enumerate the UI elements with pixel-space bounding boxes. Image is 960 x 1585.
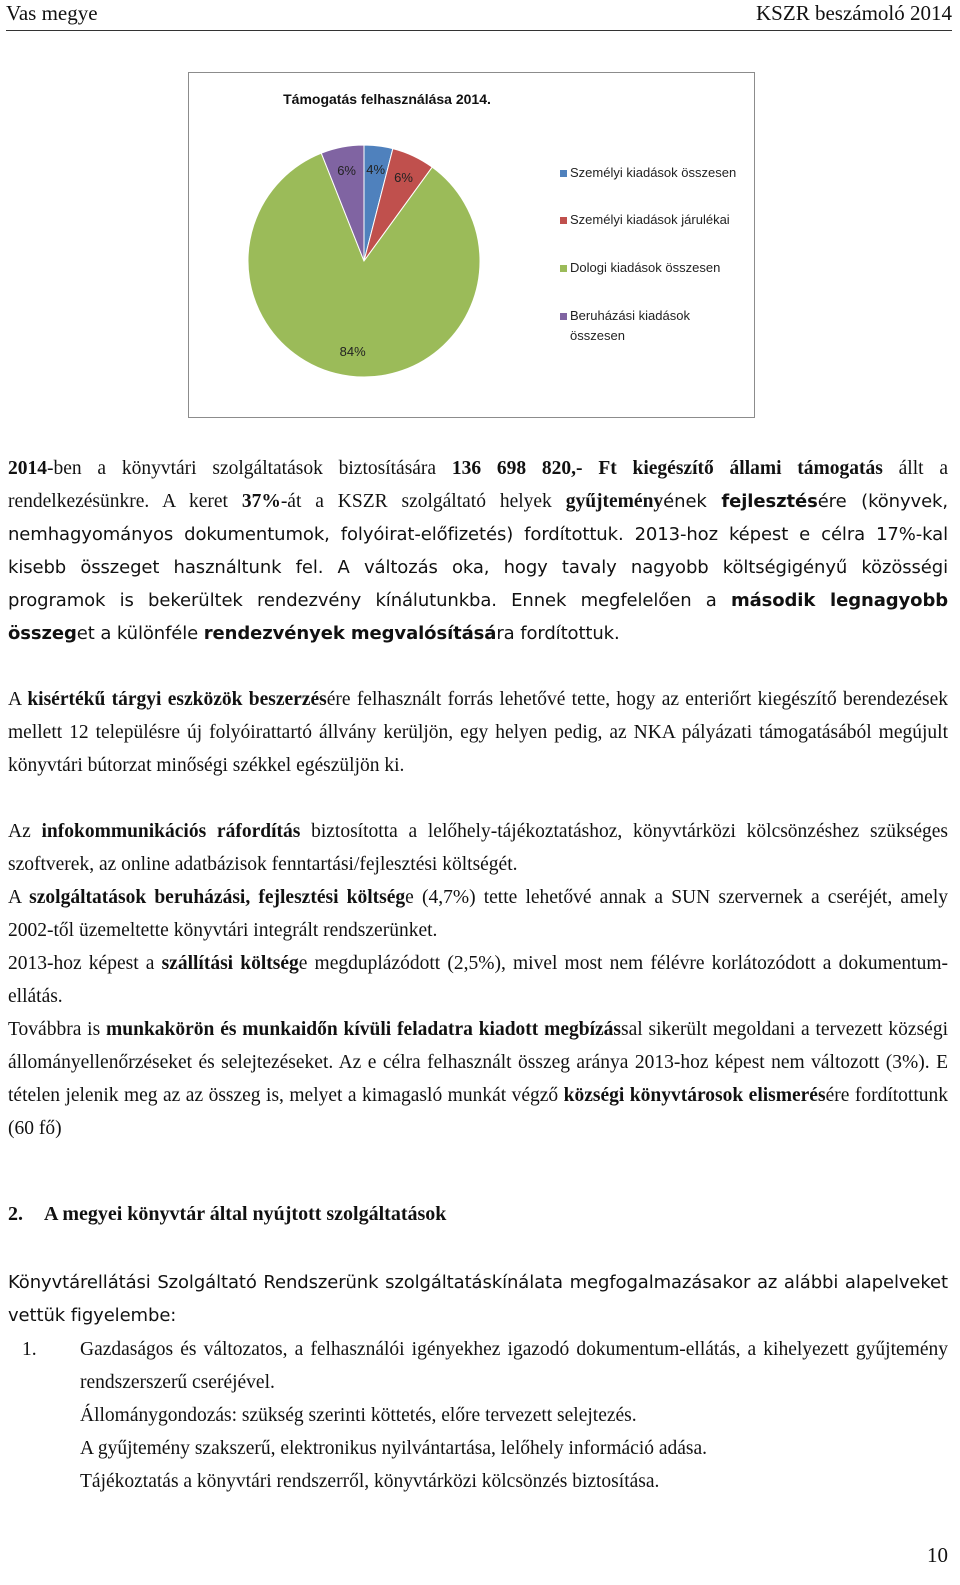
header-report-title: KSZR beszámoló 2014 bbox=[756, 1, 952, 25]
legend-label-4: Beruházási kiadások bbox=[570, 308, 690, 323]
slice-label-2: 6% bbox=[394, 170, 413, 186]
header-county: Vas megye bbox=[6, 1, 98, 25]
legend-swatch-2 bbox=[560, 217, 567, 224]
legend-swatch-3 bbox=[560, 265, 567, 272]
page-header bbox=[6, 0, 952, 31]
paragraph-support-usage: 2014-ben a könyvtári szolgáltatások biztosítására 136 698 820,- Ft kiegészítő állami támogatás állt a rendelkezésünkre. A keret 37%-át a KSZR szolgáltató helyek gyűjteményének fejlesztésére (könyvek, nemhagyományos dokumentumok, folyóirat-előfizetés) fordítottuk. 2013-hoz képest e célra 17%-kal kisebb összeget használtunk fel. A változás oka, hogy tavaly nagyobb költségigényű közösségi programok is bekerültek rendezvény kínálutunkba. Ennek megfelelően a második legnagyobb összeget a különféle rendezvények megvalósítására fordítottuk. bbox=[8, 458, 949, 644]
pie-chart-frame bbox=[188, 72, 755, 418]
chart-title: Támogatás felhasználása 2014. bbox=[283, 91, 491, 107]
list-marker: 1. bbox=[22, 1339, 37, 1360]
legend-label-2: Személyi kiadások járulékai bbox=[570, 212, 730, 227]
section-heading bbox=[8, 1203, 446, 1226]
slice-label-3: 84% bbox=[339, 343, 366, 359]
legend-label-3: Dologi kiadások összesen bbox=[570, 260, 721, 275]
pie-chart bbox=[189, 73, 754, 417]
legend-label-1: Személyi kiadások összesen bbox=[570, 165, 737, 180]
paragraph-commissions: Továbbra is munkakörön és munkaidőn kívüli feladatra kiadott megbízással sikerült megoldani a tervezett községi állományellenőrzéseket és selejtezéseket. Az e célra felhasznált összeg aránya 2013-hoz képest nem változott (3%). E tételen jelenik meg az az összeg is, melyet a kimagasló munkát végző községi könyvtárosok elismerésére fordítottunk (60 fő) bbox=[8, 1019, 948, 1139]
slice-label-4: 6% bbox=[337, 162, 357, 178]
paragraph-investment: A szolgáltatások beruházási, fejlesztési költsége (4,7%) tette lehetővé annak a SUN szervernek a cseréjét, amely 2002-től üzemeltette könyvtári integrált rendszerünket. bbox=[8, 887, 948, 941]
section-title: A megyei könyvtár által nyújtott szolgáltatások bbox=[44, 1203, 447, 1225]
list-item: 1. Gazdaságos és változatos, a felhasználói igényekhez igazodó dokumentum-ellátás, a kihelyezett gyűjtemény rendszerszerű cseréjével. bbox=[8, 1333, 948, 1399]
section-number: 2. bbox=[8, 1203, 23, 1225]
legend-swatch-1 bbox=[560, 170, 567, 177]
page-number: 10 bbox=[927, 1543, 948, 1567]
slice-label-1: 4% bbox=[366, 161, 386, 177]
list-item-line: A gyűjtemény szakszerű, elektronikus nyilvántartása, lelőhely információ adása. bbox=[80, 1438, 708, 1459]
paragraph-small-assets: A kisértékű tárgyi eszközök beszerzésére felhasznált forrás lehetővé tette, hogy az enteriőrt kiegészítő berendezések mellett 12 településre új folyóirattartó állvány kerüljön, egy helyen pedig, az NKA pályázati támogatásából megújult könyvtári bútorzat minőségi székkel egészüljön ki. bbox=[8, 689, 949, 776]
list-item-line: Állománygondozás: szükség szerinti köttetés, előre tervezett selejtezés. bbox=[80, 1405, 637, 1426]
support-amount: 136 698 820,- Ft kiegészítő állami támogatás bbox=[451, 458, 883, 479]
year-text: 2014 bbox=[8, 458, 47, 479]
paragraph-transport: 2013-hoz képest a szállítási költsége megduplázódott (2,5%), mivel most nem félévre korlátozódott a dokumentum-ellátás. bbox=[8, 953, 948, 1007]
paragraph-intro: Könyvtárellátási Szolgáltató Rendszerünk szolgáltatáskínálata megfogalmazásakor az alábbi alapelveket vettük figyelembe: bbox=[8, 1272, 948, 1326]
legend-label-4: összesen bbox=[570, 328, 625, 343]
legend-swatch-4 bbox=[560, 313, 567, 320]
principles-list bbox=[8, 1333, 948, 1498]
percent-share: 37% bbox=[241, 491, 281, 512]
list-item-line: Tájékoztatás a könyvtári rendszerről, könyvtárközi kölcsönzés biztosítása. bbox=[80, 1471, 660, 1492]
paragraph-infocomm: Az infokommunikációs ráfordítás biztosította a lelőhely-tájékoztatáshoz, könyvtárközi kölcsönzéshez szükséges szoftverek, az online adatbázisok fenntartási/fejlesztési költségét. bbox=[8, 821, 948, 875]
